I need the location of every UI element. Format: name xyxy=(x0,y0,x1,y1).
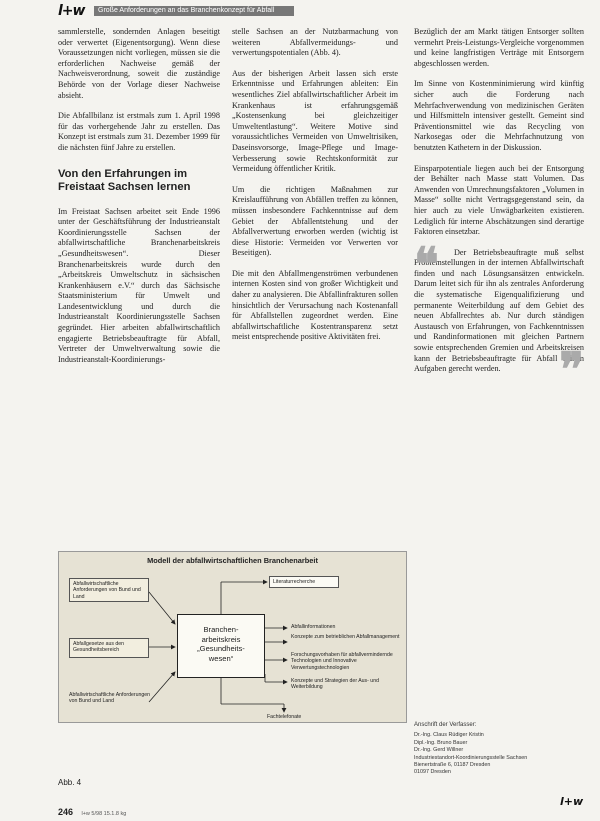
author-label: Anschrift der Verfasser: xyxy=(414,722,477,728)
column-3 xyxy=(414,27,584,396)
author-line: Industriestandort-Koordinierungsstelle Sachsen xyxy=(414,754,528,761)
paragraph: Einsparpotentiale liegen auch bei der Entsorgung der Behälter nach Masse statt Volumen. Das Anwenden von Umrechnungsfaktoren „Volumen in Masse“ sollte nicht Vertragsgegenstand sein, da hier auch zu viele Unwägbarkeiten existieren. Lediglich für interne Abschätzungen sind derartige Faktoren einsetzbar. xyxy=(414,163,584,237)
box-right-item-2: Konzepte zum betrieblichen Abfallmanagement xyxy=(291,634,400,640)
section-heading: Von den Erfahrungen im Freistaat Sachsen lernen xyxy=(58,167,191,194)
paragraph: Die mit den Abfallmengenströmen verbundenen internen Kosten sind von großer Wichtigkeit und daher zu analysieren. Die Abfallinfrakturen sollen hinsichtlich der Verursachung nach Kostenanfall für Abfallstellen zugeordnet werden. Eine abfallwirtschaftliche Kostentransparenz setzt meist entsprechende positive Aktivitäten frei. xyxy=(232,268,398,342)
box-left-top: Abfallwirtschaftliche Anforderungen von Bund und Land xyxy=(69,578,149,602)
paragraph: Im Freistaat Sachsen arbeitet seit Ende 1996 unter der Geschäftsführung der Industrieanstalt Koordinierungsstelle Sachsen der abfallwirtschaftliche Branchenarbeitskreis „Gesundheitswesen“. Dieser Branchenarbeitskreis wurde durch den „Arbeitskreis Umweltschutz in sächsischen Krankenhäusern e.V.“ durch das Sächsische Staatsministerium für Umwelt und Landesentwicklung und durch die Industrieanstalt Koordinierungsstelle Sachsen gegründet. Hier arbeiten abfallwirtschaftlich engagierte Betriebsbeauftragte für Abfall, Vertreter der Umweltverwaltung sowie die Industrieanstalt-Koordinierungs- xyxy=(58,206,220,364)
figure-title: Modell der abfallwirtschaftlichen Branchenarbeit xyxy=(147,556,318,565)
paragraph: Die Abfallbilanz ist erstmals zum 1. April 1998 für das vorhergehende Jahr zu erstellen. Das Konzept ist erstmals zum 31. Dezember 1999 für die nächsten fünf Jahre zu erstellen. xyxy=(58,111,220,152)
center-line: arbeitskreis xyxy=(201,634,241,644)
footer-logo: l+w xyxy=(560,795,584,808)
center-line: Branchen- xyxy=(203,625,239,634)
journal-logo: l+w xyxy=(58,3,85,19)
box-right-item-3: Forschungsvorhaben für abfallvermindernde Technologien und Innovative Verwertungstechnologien xyxy=(291,652,393,671)
box-left-mid: Abfallgesetze aus den Gesundheitsbereich xyxy=(69,638,149,658)
paragraph: sammlerstelle, sondernden Anlagen beseitigt oder verwertet (Eigenentsorgung). Wenn diese Voraussetzungen nicht vorliegen, müssen sie die erforderlichen Nachweise gemäß der Nachweisverordnung, soweit die zuständige Behörde von der Vorlage dieser Nachweise absieht. xyxy=(58,27,220,100)
quote-open-icon: ❝ xyxy=(414,236,439,291)
author-address xyxy=(414,722,582,777)
box-right-top: Literaturrecherche xyxy=(269,576,339,588)
paragraph: stelle Sachsen an der Nutzbarmachung von weiteren Abfallvermeidungs- und verwertungspotentialen (Abb. 4). xyxy=(232,27,398,58)
center-box xyxy=(177,614,265,678)
footer-meta: l+w 5/98 15.1.8 kg xyxy=(81,811,127,817)
page-number: 246 xyxy=(58,807,74,817)
figure-diagram xyxy=(58,551,407,723)
author-line: Dr.-Ing. Gerd Willner xyxy=(414,747,464,754)
quote-body: Der Betriebsbeauftragte muß selbst Problemstellungen in der internen Abfallwirtschaft finden und nach Lösungsansätzen entwickeln. Darum leitet sich für ihn als zentrales Anforderung die systematische Eigenqualifizierung und permanente Weiterbildung auf dem Gebiet des neuen Abfallrechtes ab. Nur durch ständigen Austausch von Erfahrungen, von Fachkenntnissen und Randinformationen mit gleichen Partnern sowie entsprechenden Gremien und Arbeitskreisen kann der Betriebsbeauftragte für Abfall seinen Aufgaben gerecht werden. xyxy=(414,247,584,374)
author-line: Dipl.-Ing. Bruno Bauer xyxy=(414,739,468,746)
author-line: Bienertstraße 6, 01187 Dresden xyxy=(414,762,491,769)
running-header xyxy=(58,3,578,21)
box-right-item-4: Konzepte und Strategien der Aus- und Weiterbildung xyxy=(291,678,379,691)
author-line: Dr.-Ing. Claus Rüdiger Kristin xyxy=(414,732,484,739)
column-1 xyxy=(58,27,220,375)
pull-quote xyxy=(414,236,584,396)
paragraph: Aus der bisherigen Arbeit lassen sich erste Erkenntnisse und Erfahrungen ableiten: Ein wesentliches Ziel abfallwirtschaftlicher Arbeit im Krankenhaus ist erfahrungsgemäß „Kostensenkung bei gleichzeitiger Umweltentlastung“. Weitere Motive sind voraussichtliches Vermeiden von Umweltrisiken, Daseinsvorsorge, Image-Pflege und Image-Verbesserung sowie Rechtskonformität zur Vermeidung öffentlicher Kritik. xyxy=(232,68,398,174)
box-right-item-1: Abfallinformationen xyxy=(291,624,336,630)
column-2 xyxy=(232,27,398,353)
quote-close-icon: ❞ xyxy=(559,341,584,396)
page-footer xyxy=(58,802,126,820)
paragraph: Um die richtigen Maßnahmen zur Kreislaufführung von Abfällen treffen zu können, müssen insbesondere Fachkenntnisse auf dem Gebiet der Abfallentstehung und der Abfallverwertung erworben werden (wichtig ist diese Historie: Vermeiden vor Verwerten vor Beseitigen). xyxy=(232,184,398,258)
running-title: Große Anforderungen an das Branchenkonzept für Abfall xyxy=(98,7,275,14)
paragraph: Bezüglich der am Markt tätigen Entsorger sollten vermehrt Preis-Leistungs-Vergleiche vorgenommen und keine langfristigen Verträge mit Entsorgern abgeschlossen werden. xyxy=(414,27,584,68)
box-bottom: Fachtelefonate xyxy=(267,714,302,720)
author-line: 01097 Dresden xyxy=(414,769,451,776)
center-line: wesen“ xyxy=(208,653,234,663)
figure-caption: Abb. 4 xyxy=(58,778,82,787)
box-left-bottom: Abfallwirtschaftliche Anforderungen von Bund und Land xyxy=(69,692,151,705)
paragraph: Im Sinne von Kostenminimierung wird künftig sicher auch die Forderung nach Mehrfachverwendung von medizinischen Geräten und Hilfsmitteln intensiver gestellt. Gemeint sind Präventionsmittel wie das Recycling von Narkosegas oder die Mehrfachnutzung von benutzten Kathetern in der Diskussion. xyxy=(414,79,584,152)
center-line: „Gesundheits- xyxy=(197,644,245,654)
